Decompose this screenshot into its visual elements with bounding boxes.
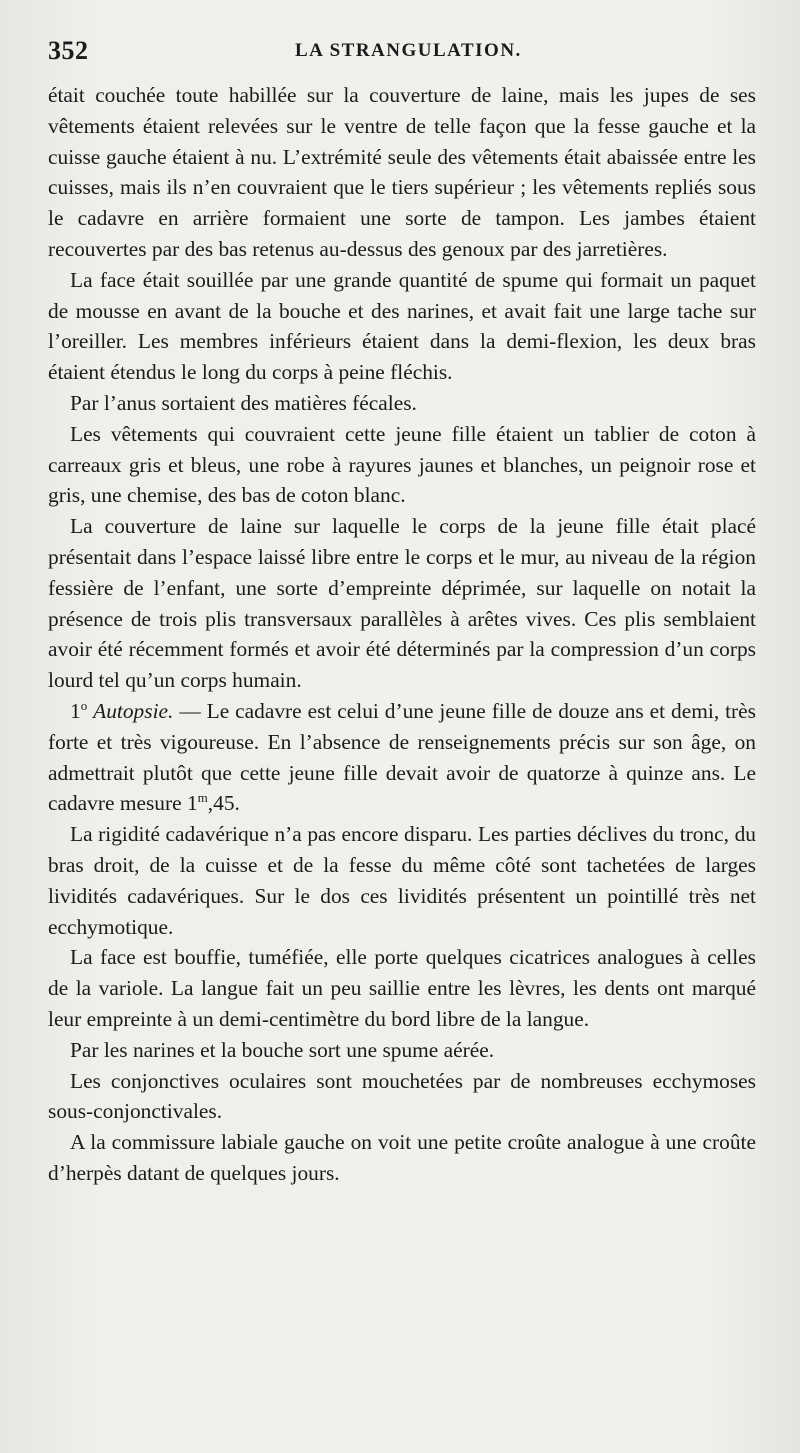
paragraph: La face est bouffie, tuméfiée, elle porte quelques cicatrices analogues à celles de la variole. La langue fait un peu saillie entre les lèvres, les dents ont marqué leur empreinte à un demi-centimètre du bord libre de la langue. <box>48 945 756 1031</box>
paragraph: La face était souillée par une grande quantité de spume qui formait un paquet de mousse en avant de la bouche et des narines, et avait fait une large tache sur l’oreiller. Les membres inférieurs étaient dans la demi-flexion, les deux bras étaient étendus le long du corps à peine fléchis. <box>48 267 756 385</box>
paragraph-body: — Le cadavre est celui d’une jeune fille de douze ans et demi, très forte et très vigoureuse. En l’absence de renseignements précis sur son âge, on admettrait plutôt que cette jeune fille devait avoir de quatorze à quinze ans. Le cadavre mesure 1 <box>48 698 756 816</box>
measure-unit-superscript: m <box>197 790 208 806</box>
section-number: 1 <box>70 698 81 723</box>
paragraph: A la commissure labiale gauche on voit une petite croûte analogue à une croûte d’herpès datant de quelques jours. <box>48 1130 756 1185</box>
paragraph: La rigidité cadavérique n’a pas encore disparu. Les parties déclives du tronc, du bras droit, de la cuisse et de la fesse du même côté sont tachetées de larges lividités cadavériques. Sur le dos ces lividités présentent un pointillé très net ecchymotique. <box>48 822 756 939</box>
body-text <box>48 80 756 1189</box>
section-number-superscript: o <box>80 697 88 713</box>
running-head: LA STRANGULATION. <box>295 40 522 61</box>
paragraph: Les conjonctives oculaires sont mouchetées par de nombreuses ecchymoses sous-conjonctivales. <box>48 1068 756 1124</box>
paragraph: La couverture de laine sur laquelle le corps de la jeune fille était placé présentait dans l’espace laissé libre entre le corps et le mur, au niveau de la région fessière de l’enfant, une sorte d’empreinte déprimée, sur laquelle on notait la présence de trois plis transversaux parallèles à arêtes vives. Ces plis semblaient avoir été récemment formés et avoir été déterminés par la compression d’un corps lourd tel qu’un corps humain. <box>48 514 756 693</box>
paragraph: était couchée toute habillée sur la couverture de laine, mais les jupes de ses vêtements étaient relevées sur le ventre de telle façon que la fesse gauche et la cuisse gauche étaient à nu. L’extrémité seule des vêtements était abaissée entre les cuisses, mais ils n’en couvraient que le tiers supérieur ; les vêtements repliés sous le cadavre en arrière formaient une sorte de tampon. Les jambes étaient recouvertes par des bas retenus au-dessus des genoux par des jarretières. <box>48 83 756 261</box>
page-header <box>48 36 756 80</box>
paragraph: Par les narines et la bouche sort une spume aérée. <box>70 1037 495 1062</box>
paragraph: Par l’anus sortaient des matières fécales. <box>70 390 417 415</box>
page-number: 352 <box>48 36 89 65</box>
measure-tail: ,45. <box>207 791 240 816</box>
section-title: Autopsie. <box>93 698 174 723</box>
paragraph-autopsie <box>48 696 756 819</box>
paragraph: Les vêtements qui couvraient cette jeune fille étaient un tablier de coton à carreaux gris et bleus, une robe à rayures jaunes et blanches, un peignoir rose et gris, une chemise, des bas de coton blanc. <box>48 421 756 508</box>
